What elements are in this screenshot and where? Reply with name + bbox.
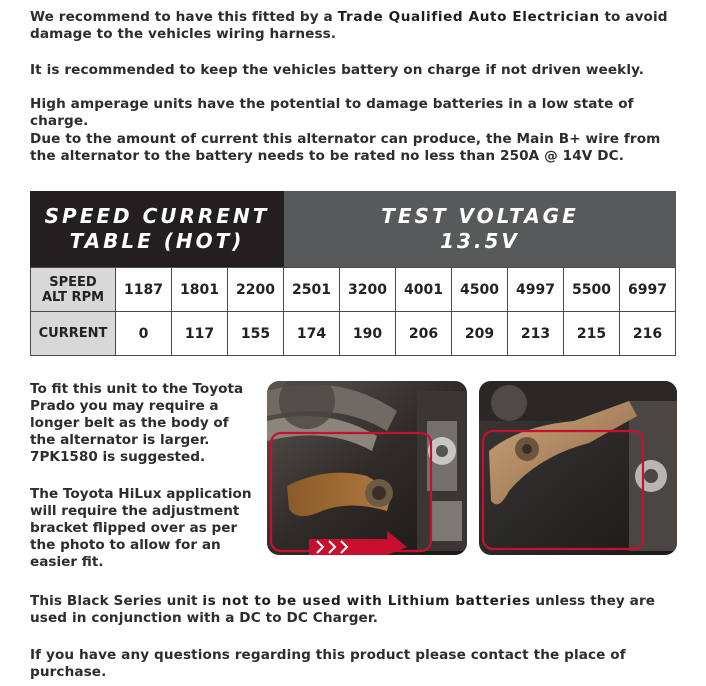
notice-main-wire: Due to the amount of current this alternator can produce, the Main B+ wire from the alternator to the battery needs to be rated no less than 250A @ 14V DC.: [30, 131, 661, 164]
table-row-current: [31, 312, 676, 356]
rpm-cell: 4997: [508, 268, 564, 312]
notice-lithium-text-1: This Black Series unit: [30, 593, 203, 609]
header-left-line2: TABLE (HOT): [69, 229, 245, 253]
notice-electrician: [30, 9, 680, 43]
current-cell: 215: [564, 312, 620, 356]
table-row-rpm: [31, 268, 676, 312]
current-cell: 206: [396, 312, 452, 356]
row-label-rpm-line1: SPEED: [49, 274, 97, 290]
row-label-rpm: [31, 268, 116, 312]
current-cell: 117: [172, 312, 228, 356]
rpm-cell: 2200: [228, 268, 284, 312]
rpm-cell: 1801: [172, 268, 228, 312]
rpm-cell: 2501: [284, 268, 340, 312]
header-speed-current: [30, 191, 284, 267]
notice-battery-charge: It is recommended to keep the vehicles battery on charge if not driven weekly.: [30, 62, 645, 78]
current-cell: 174: [284, 312, 340, 356]
current-cell: 190: [340, 312, 396, 356]
notice-high-amperage: High amperage units have the potential to damage batteries in a low state of charge.: [30, 96, 634, 129]
current-cell: 155: [228, 312, 284, 356]
current-cell: 213: [508, 312, 564, 356]
notice-lithium-emphasis: is not to be used with Lithium batteries: [202, 593, 531, 609]
current-cell: 209: [452, 312, 508, 356]
fitment-prado-note: To fit this unit to the Toyota Prado you may require a longer belt as the body of the alternator is larger. 7PK1580 is suggested.: [30, 381, 244, 465]
current-cell: 216: [620, 312, 676, 356]
rpm-cell: 5500: [564, 268, 620, 312]
header-right-line2: 13.5V: [440, 229, 520, 253]
speed-current-table-header: [30, 191, 676, 267]
header-right-line1: TEST VOLTAGE: [381, 204, 579, 228]
notice-electrician-emphasis: Trade Qualified Auto Electrician: [337, 9, 600, 25]
notice-contact: If you have any questions regarding this product please contact the place of purchase.: [30, 647, 626, 680]
header-test-voltage: [284, 191, 676, 267]
rpm-cell: 3200: [340, 268, 396, 312]
notice-lithium-text-2: unless they are used in conjunction with a DC to DC Charger.: [30, 593, 656, 626]
notice-electrician-text-1: We recommend to have this fitted by a: [30, 9, 338, 25]
header-left-line1: SPEED CURRENT: [44, 204, 270, 228]
row-label-rpm-line2: ALT RPM: [41, 289, 105, 305]
speed-current-table: [30, 267, 676, 356]
rpm-cell: 6997: [620, 268, 676, 312]
photo-bracket-before: [267, 381, 467, 555]
row-label-current: CURRENT: [31, 312, 116, 356]
rpm-cell: 1187: [116, 268, 172, 312]
notice-lithium: [30, 593, 680, 627]
notice-electrician-text-2: to avoid damage to the vehicles wiring harness.: [30, 9, 668, 42]
photo-bracket-flipped: [479, 381, 677, 555]
rpm-cell: 4001: [396, 268, 452, 312]
fitment-hilux-note: The Toyota HiLux application will require the adjustment bracket flipped over as per the photo to allow for an easier fit.: [30, 486, 252, 570]
current-cell: 0: [116, 312, 172, 356]
rpm-cell: 4500: [452, 268, 508, 312]
